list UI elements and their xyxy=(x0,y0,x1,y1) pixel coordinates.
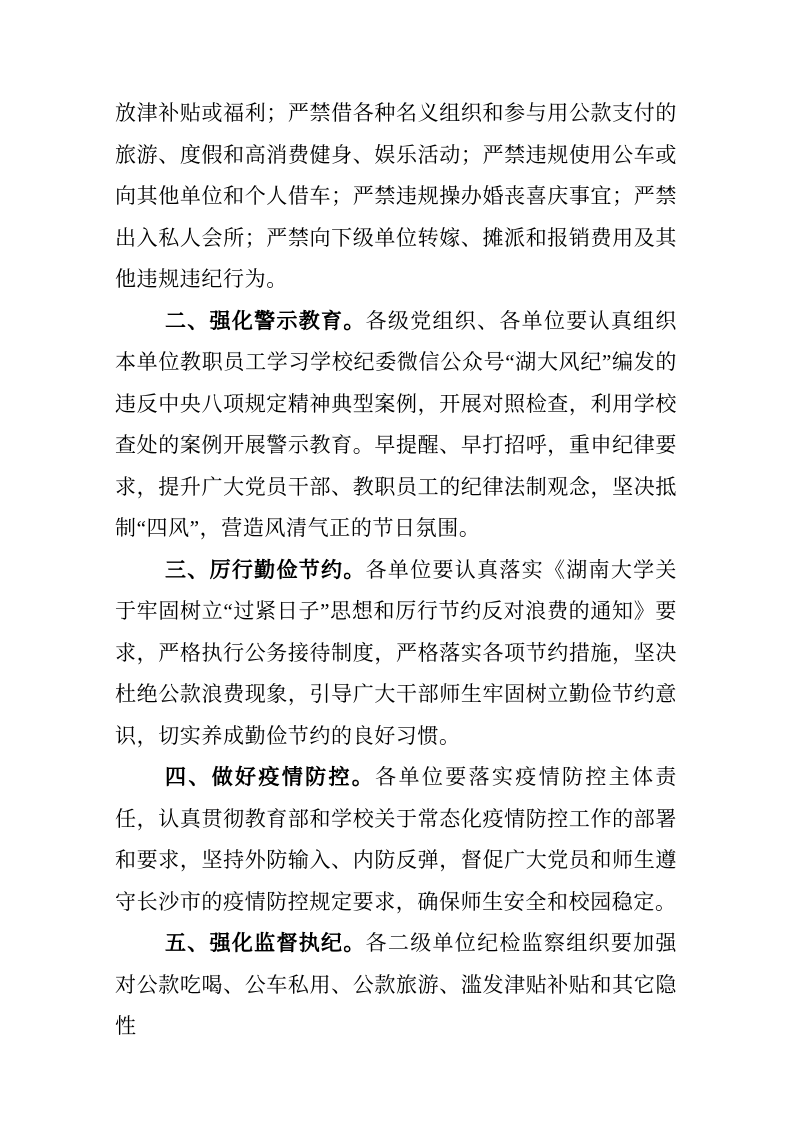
paragraph-section-4 xyxy=(115,757,677,923)
section-heading: 五、强化监督执纪。 xyxy=(165,931,366,955)
paragraph-text: 各单位要落实疫情防控主体责任，认真贯彻教育部和学校关于常态化疫情防控工作的部署和要求，坚持外防输入、内防反弹，督促广大党员和师生遵守长沙市的疫情防控规定要求，确保师生安全和校园稳定。 xyxy=(115,765,677,914)
paragraph-section-3 xyxy=(115,550,677,758)
paragraph-continuation xyxy=(115,93,677,301)
paragraph-section-5 xyxy=(115,923,677,1048)
paragraph-text: 各二级单位纪检监察组织要加强对公款吃喝、公车私用、公款旅游、滥发津贴补贴和其它隐性 xyxy=(115,931,677,1038)
section-heading: 四、做好疫情防控。 xyxy=(165,765,376,789)
document-text-block xyxy=(115,93,677,1048)
paragraph-text: 各单位要认真落实《湖南大学关于牢固树立“过紧日子”思想和厉行节约反对浪费的通知》要求，严格执行公务接待制度，严格落实各项节约措施，坚决杜绝公款浪费现象，引导广大干部师生牢固树立勤俭节约意识，切实养成勤俭节约的良好习惯。 xyxy=(115,557,677,748)
section-heading: 二、强化警示教育。 xyxy=(165,308,366,333)
paragraph-section-2 xyxy=(115,301,677,550)
paragraph-text: 各级党组织、各单位要认真组织本单位教职员工学习学校纪委微信公众号“湖大风纪”编发的违反中央八项规定精神典型案例，开展对照检查，利用学校查处的案例开展警示教育。早提醒、早打招呼，重申纪律要求，提升广大党员干部、教职员工的纪律法制观念，坚决抵制“四风”，营造风清气正的节日氛围。 xyxy=(115,308,677,540)
paragraph-text: 放津补贴或福利；严禁借各种名义组织和参与用公款支付的旅游、度假和高消费健身、娱乐活动；严禁违规使用公车或向其他单位和个人借车；严禁违规操办婚丧喜庆事宜；严禁出入私人会所；严禁向下级单位转嫁、摊派和报销费用及其他违规违纪行为。 xyxy=(115,101,677,291)
section-heading: 三、厉行勤俭节约。 xyxy=(165,557,366,582)
